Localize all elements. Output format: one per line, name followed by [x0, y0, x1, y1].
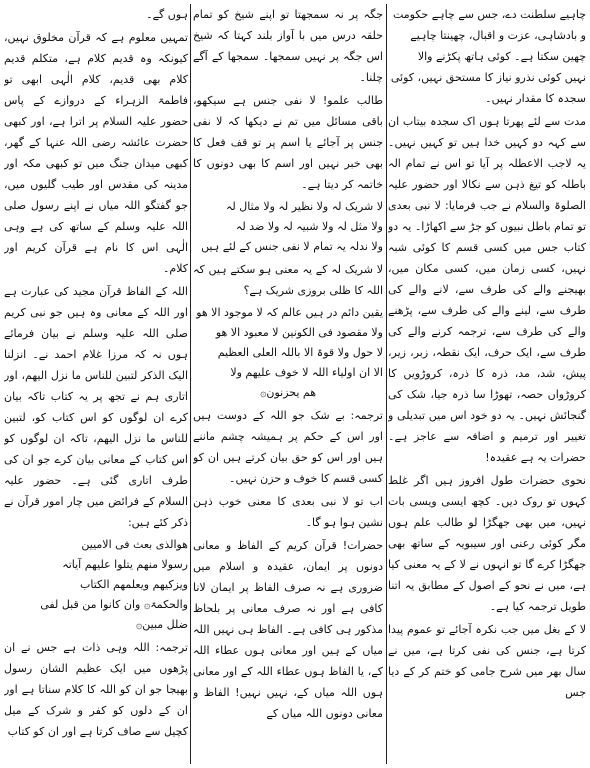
paragraph: حضرات! قرآن کریم کے الفاظ و معانی دونوں پر ایمان، عقیدہ و اسلام میں ضروری ہے نہ صرف الفاظ پر ایمان لانا کافی ہے اور نہ صرف معانی پر بلحاظ مذکور ہی کافی ہے۔ الفاظ ہی نہیں اللہ میاں کے ہیں اور معانی ہوں عطاء اللہ کے، یا الفاظ ہوں عطاء اللہ کے اور معانی ہوں اللہ میاں کے، نہیں نہیں! الفاظ و معانی دونوں اللہ میاں کے [193, 539, 383, 720]
arabic-line: ھوالذی بعث فی الامیین [81, 538, 188, 551]
arabic-block [193, 303, 383, 403]
paragraph: نحوی حضرات طول افروز ہیں اگر غلط کہوں تو روک دیں۔ کچھ ایسی ویسی بات نہیں، میں بھی جھگڑا لو طالب علم ہوں مگر کوئی رعنی اور سیبویہ کے ساتھ بھی جھگڑا کرے گا تو انہوں نے لا کے یہ معنی کیا ہے، میں نے نحو کے اصول کے مطابق یہ اتنا طویل ترجمہ کیا ہے۔ [388, 474, 586, 613]
paragraph: ترجمہ: اللہ وہی ذات ہے جس نے ان پڑھوں میں ایک عظیم الشان رسول بھیجا جو ان کو اللہ کا کلام سناتا ہے اور ان کے دلوں کو کفر و شرک کے میل کچیل سے صاف کرتا ہے اور ان کو کتاب [4, 641, 188, 738]
paragraph: جگہ پر نہ سمجھتا تو اپنے شیخ کو تمام حلقہ درس میں با آواز بلند کہتا کہ شیخ اس جگہ پر نہیں سمجھا۔ سمجھا کے آگے چلنا۔ [193, 8, 383, 84]
column-divider [190, 4, 191, 764]
arabic-line: ھم یحزنون۞ [259, 386, 317, 399]
arabic-line: ضلل مبین۞ [135, 618, 188, 631]
column-middle [193, 4, 383, 764]
arabic-line: الا ان اولیاء اللہ لا خوف علیھم ولا [230, 366, 383, 379]
paragraph: طالب علمو! لا نفی جنس ہے سیکھو، باقی مسائل میں تم نے دیکھا کہ لا نفی جنس پر آجائے یا اسم پر تو قف فعل کا بھی خبر نہیں اور اسم کا بھی دونوں کا خاتمہ کر دیتا ہے۔ [193, 94, 383, 191]
paragraph: لا شریک لہ کے یہ معنی ہو سکتے ہیں کہ اللہ کا ظلی بروزی شریک ہے؟ [193, 263, 383, 297]
column-right [388, 4, 586, 764]
arabic-line: والحکمۃ۞ وان کانوا من قبل لفی [40, 598, 188, 611]
text-line: سجدہ کا مقدار نہیں۔ [485, 92, 586, 105]
text-line: و بادشاہی، عزت و اقبال، چھینتا چاہیے [410, 29, 586, 42]
text-line: چھین سکتا ہے۔ کوئی ہاتھ پکڑنے والا [417, 50, 586, 63]
text-line: نہیں کوئی نذرو نیاز کا مستحق نہیں، کوئی [390, 71, 586, 84]
paragraph: اب تو لا نبی بعدی کا معنی خوب ذہن نشین ہوا ہو گا۔ [193, 495, 383, 529]
paragraph [388, 4, 586, 109]
paragraph: ترجمہ: بے شک جو اللہ کے دوست ہیں اور اس کے حکم پر ہمیشہ چشم ماننے ہیں اور اس کو حق بیان کرتے ہیں ان کو کسی قسم کا خوف و حزن نہیں۔ [193, 409, 383, 485]
arabic-line: ویزکیھم ویعلمھم الکتاب [80, 578, 188, 591]
arabic-line: ولا مثل لہ ولا شبیہ لہ ولا ضد لہ [235, 220, 383, 233]
arabic-line: لا حول ولا قوۃ الا باللہ العلی العظیم [217, 346, 383, 359]
arabic-block [4, 535, 188, 635]
arabic-block [193, 197, 383, 257]
arabic-line: لا شریک لہ ولا نظیر لہ ولا مثال لہ [225, 200, 383, 213]
paragraph: لا کے بغل میں جب نکرہ آجائے تو عموم پیدا کرتا ہے، جنس کی نفی کرتا ہے، میں نے سال بھر میں شرح جامی کو ختم کر کے دیا جس [388, 623, 586, 699]
arabic-line: یقین دائم در ہیں عالم کہ لا موجود الا ھو [196, 306, 383, 319]
arabic-line: رسولا منھم یتلوا علیھم آیاتہ [62, 558, 188, 571]
paragraph: مدت سے لئے پھرتا ہوں اک سجدہ بیتاب ان سے کہہ دو کہیں خدا ہیں تو کہیں نہیں۔ یہ لاجب الاعطلہ پر آیا تو اس نے تمام الہ باطلہ کو تیغ ذہن سے نکالا اور حضور علیہ الصلوۃ والسلام نے جب فرمایا: لا نبی بعدی تو تمام باطل نبیوں کو جڑ سے اکھاڑا۔ یہ دو کتاب جس میں کسی قسم کا کوئی شبہ نہیں، کسی زمان میں، کسی مکان میں، بھیجنے والے کی طرف سے، لانے والے کی طرف سے، لینے والے کی طرف سے، پڑھنے والے کی طرف سے، ترجمہ کرنے والے کی طرف سے، ایک حرف، ایک نقطہ، زبر، زیر، پیش، شد، مد، ذرہ کا ذرہ، کروڑویں کا کروڑواں حصہ، تھوڑا سا ذرہ جیا، شک کی گنجائش نہیں۔ یہ دو خود اس میں تبدیلی و تغییر اور ترمیم و اضافہ سے عاجز ہے۔ حضرات یہ ہے عقیدہ! [388, 115, 586, 464]
paragraph: تمہیں معلوم ہے کہ قرآن مخلوق نہیں، کیونکہ وہ قدیم کلام ہے، متکلم قدیم کلام بھی قدیم، کلام الٰہی ابھی تو فاطمۃ الزہراء کے دروازے کے پاس حضور علیہ السلام پر اترا ہے، اور کبھی حضرت عائشہ رضی اللہ عنہا کے گھر، کبھی میدان جنگ میں تو کبھی مکہ اور مدینہ کی مقدس اور طیب گلیوں میں، جو گفتگو اللہ میاں نے اپنے رسول صلی اللہ علیہ وسلم کے ساتھ کی ہے وہی الٰہی اس کا نام ہے قرآن کریم اور کلام۔ [4, 31, 188, 275]
column-divider [386, 4, 387, 764]
arabic-line: ولا ندلہ یہ تمام لا نفی جنس کے لئے ہیں [201, 240, 383, 253]
arabic-line: ولا مقصود فی الکونین لا معبود الا ھو [215, 326, 383, 339]
paragraph: اللہ کے الفاظ قرآن مجید کی عبارت ہے اور اللہ کے معانی وہ ہیں جو نبی کریم صلی اللہ علیہ وسلم نے بیان فرمائے ہوں نہ کہ مرزا غلام احمد نے۔ انزلنا الیک الذکر لتبین للناس ما نزل الیھم، اور اتاری ہم نے تجھ پر یہ کتاب تاکہ بیان کرے ان لوگوں کو اس کتاب کو، لتبین للناس ما نزل الیھم، تاکہ ان لوگوں کو اس کتاب کے معانی بیان کرے جو ان کی طرف اتاری گئی ہے۔ حضور علیہ السلام کے فرائض میں چار امور قرآن نے ذکر کئے ہیں: [4, 285, 188, 529]
text-line: چاہیے سلطنت دے، جس سے چاہے حکومت [392, 8, 586, 21]
column-left [4, 4, 188, 764]
paragraph: ہوں گے۔ [146, 8, 188, 21]
